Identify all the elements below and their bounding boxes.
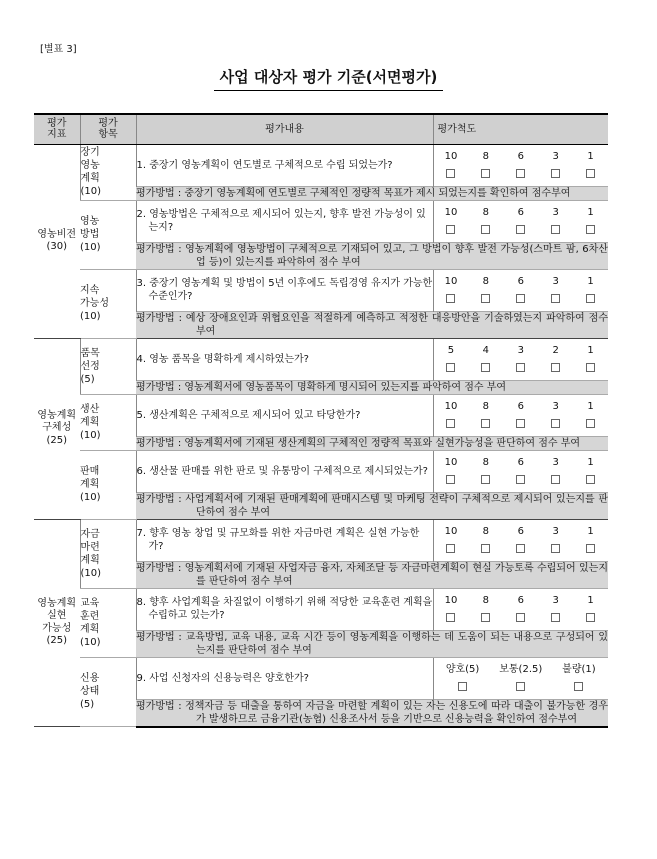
header-scale: 평가척도 xyxy=(433,114,608,144)
question-cell xyxy=(136,450,433,492)
rating-scale xyxy=(434,150,609,181)
method-text: 평가방법 : 사업계획서에 기재된 판매계획에 판매시스템 및 마케팅 전략이 구체적으로 제시되어 있는지를 판단하여 점수 부여 xyxy=(136,493,608,518)
rating-option xyxy=(503,206,538,237)
rating-scale xyxy=(434,275,609,306)
question-row xyxy=(34,519,608,561)
rating-scale xyxy=(434,206,609,237)
score-checkbox[interactable] xyxy=(516,419,525,428)
method-text: 평가방법 : 영농계획에 영농방법이 구체적으로 기재되어 있고, 그 방법이 향후 발전 가능성(스마트 팜, 6차산업 등)이 있는지를 파악하여 점수 부여 xyxy=(136,243,608,268)
method-cell xyxy=(136,630,608,657)
annex-label: [별표 3] xyxy=(40,44,77,55)
score-value: 6 xyxy=(517,525,524,537)
method-text: 평가방법 : 영농계획서에 기재된 생산계획의 구체적인 정량적 목표와 실현가능성을 판단하여 점수 부여 xyxy=(136,437,581,449)
score-checkbox[interactable] xyxy=(446,613,455,622)
question-row xyxy=(34,450,608,492)
rating-option xyxy=(538,594,573,625)
rating-cell xyxy=(433,338,608,380)
rating-option xyxy=(573,594,608,625)
question-cell xyxy=(136,657,433,699)
method-text: 평가방법 : 영농계획서에 기재된 사업자금 융자, 자체조달 등 자금마련계획이 현실 가능토록 수립되어 있는지를 판단하여 점수 부여 xyxy=(136,562,608,587)
score-checkbox[interactable] xyxy=(551,225,560,234)
rating-option xyxy=(503,456,538,487)
rating-option xyxy=(538,525,573,556)
score-checkbox[interactable] xyxy=(574,682,583,691)
score-value: 6 xyxy=(517,275,524,287)
score-value: 양호(5) xyxy=(445,663,480,675)
question-text: 6. 생산물 판매를 위한 판로 및 유통망이 구체적으로 제시되었는가? xyxy=(136,465,428,477)
rating-option xyxy=(538,456,573,487)
rating-option xyxy=(468,275,503,306)
item-label: 장기 영농 계획 (10) xyxy=(80,147,102,197)
question-text: 1. 중장기 영농계획이 연도별로 구체적으로 수립 되었는가? xyxy=(136,159,393,171)
rating-option xyxy=(538,400,573,431)
item-label: 판매 계획 (10) xyxy=(80,466,101,503)
item-cell xyxy=(80,338,136,394)
header-item: 평가 항목 xyxy=(80,114,136,144)
score-checkbox[interactable] xyxy=(586,475,595,484)
question-cell xyxy=(136,269,433,311)
rating-option xyxy=(468,206,503,237)
rating-option xyxy=(434,206,469,237)
question-row xyxy=(34,200,608,242)
rating-option xyxy=(503,525,538,556)
score-checkbox[interactable] xyxy=(446,419,455,428)
score-value: 3 xyxy=(552,400,559,412)
question-cell xyxy=(136,588,433,630)
rating-scale xyxy=(434,344,609,375)
score-value: 1 xyxy=(587,400,594,412)
score-checkbox[interactable] xyxy=(516,225,525,234)
score-checkbox[interactable] xyxy=(586,544,595,553)
score-value: 3 xyxy=(552,456,559,468)
score-value: 3 xyxy=(517,344,524,356)
score-value: 3 xyxy=(552,525,559,537)
method-cell xyxy=(136,311,608,338)
score-value: 4 xyxy=(482,344,490,356)
question-text: 3. 중장기 영농계획 및 방법이 5년 이후에도 독립경영 유지가 가능한 수준인가? xyxy=(136,278,433,302)
rating-scale xyxy=(434,400,609,431)
score-checkbox[interactable] xyxy=(446,363,455,372)
score-value: 10 xyxy=(444,594,458,606)
category-label: 영농계획 구체성 (25) xyxy=(37,409,77,446)
rating-option xyxy=(573,525,608,556)
question-row xyxy=(34,394,608,436)
rating-option xyxy=(492,663,550,694)
method-text: 평가방법 : 중장기 영농계획에 연도별로 구체적인 정량적 목표가 제시 되었는지를 확인하여 점수부여 xyxy=(136,187,571,199)
score-checkbox[interactable] xyxy=(516,613,525,622)
item-label: 생산 계획 (10) xyxy=(80,403,101,441)
score-value: 6 xyxy=(517,594,524,606)
score-checkbox[interactable] xyxy=(446,294,455,303)
item-label: 신용 상태 (5) xyxy=(80,673,100,711)
score-value: 3 xyxy=(552,206,559,218)
score-checkbox[interactable] xyxy=(551,363,560,372)
rating-option xyxy=(503,400,538,431)
question-text: 4. 영농 품목을 명확하게 제시하였는가? xyxy=(136,353,309,365)
rating-option xyxy=(468,456,503,487)
score-value: 10 xyxy=(444,525,458,537)
rating-option xyxy=(573,344,608,375)
method-cell xyxy=(136,436,608,450)
rating-cell xyxy=(433,200,608,242)
score-value: 6 xyxy=(517,400,524,412)
method-cell xyxy=(136,699,608,727)
question-text: 7. 향후 영농 창업 및 규모화를 위한 자금마련 계획은 실현 가능한가? xyxy=(136,528,420,552)
score-checkbox[interactable] xyxy=(481,169,490,178)
score-value: 6 xyxy=(517,456,524,468)
question-cell xyxy=(136,394,433,436)
rating-option xyxy=(573,456,608,487)
rating-option xyxy=(468,594,503,625)
score-checkbox[interactable] xyxy=(586,419,595,428)
score-value: 2 xyxy=(552,344,559,356)
rating-option xyxy=(434,456,469,487)
evaluation-table xyxy=(34,113,608,728)
item-cell xyxy=(80,394,136,450)
rating-cell xyxy=(433,269,608,311)
method-text: 평가방법 : 영농계획서에 영농품목이 명확하게 명시되어 있는지를 파악하여 점수 부여 xyxy=(136,381,507,393)
item-label: 교육 훈련 계획 (10) xyxy=(80,597,101,648)
score-value: 1 xyxy=(587,594,594,606)
score-value: 10 xyxy=(444,206,458,218)
score-checkbox[interactable] xyxy=(551,419,560,428)
rating-option xyxy=(573,150,608,181)
item-cell xyxy=(80,657,136,727)
rating-scale xyxy=(434,663,609,694)
score-value: 6 xyxy=(517,206,524,218)
score-value: 6 xyxy=(517,150,524,162)
score-value: 보통(2.5) xyxy=(499,663,543,675)
table-body xyxy=(34,144,608,727)
score-checkbox[interactable] xyxy=(446,544,455,553)
rating-cell xyxy=(433,394,608,436)
rating-option xyxy=(434,150,469,181)
question-text: 8. 향후 사업계획을 차질없이 이행하기 위해 적당한 교육훈련 계획을 수립하고 있는가? xyxy=(136,597,433,621)
score-checkbox[interactable] xyxy=(516,544,525,553)
category-cell xyxy=(34,338,80,519)
rating-option xyxy=(434,594,469,625)
method-cell xyxy=(136,380,608,394)
score-checkbox[interactable] xyxy=(446,169,455,178)
question-row xyxy=(34,269,608,311)
score-checkbox[interactable] xyxy=(516,682,525,691)
question-text: 5. 생산계획은 구체적으로 제시되어 있고 타당한가? xyxy=(136,409,361,421)
score-value: 1 xyxy=(587,525,594,537)
score-checkbox[interactable] xyxy=(551,544,560,553)
item-label: 품목 선정 (5) xyxy=(80,347,100,385)
method-cell xyxy=(136,242,608,269)
rating-cell xyxy=(433,144,608,186)
score-checkbox[interactable] xyxy=(586,294,595,303)
score-checkbox[interactable] xyxy=(516,169,525,178)
page-title xyxy=(0,66,657,91)
category-label: 영농계획 실현 가능성 (25) xyxy=(37,597,77,647)
method-text: 평가방법 : 교육방법, 교육 내용, 교육 시간 등이 영농계획을 이행하는 데 도움이 되는 내용으로 구성되어 있는지를 판단하여 점수 부여 xyxy=(136,631,608,656)
method-cell xyxy=(136,561,608,588)
rating-cell xyxy=(433,519,608,561)
item-label: 지속 가능성 (10) xyxy=(80,285,109,322)
score-value: 10 xyxy=(444,456,458,468)
rating-scale xyxy=(434,456,609,487)
question-cell xyxy=(136,338,433,380)
score-checkbox[interactable] xyxy=(551,613,560,622)
score-value: 8 xyxy=(482,456,490,468)
rating-option xyxy=(434,344,469,375)
score-checkbox[interactable] xyxy=(481,363,490,372)
method-text: 평가방법 : 정책자금 등 대출을 통하여 자금을 마련할 계획이 있는 자는 신용도에 따라 대출이 불가능한 경우가 발생하므로 금융기관(농협) 신용조사서 등을 기반으로 신용능력을 확인하여 점수부여 xyxy=(136,700,608,725)
category-cell xyxy=(34,519,80,727)
item-cell xyxy=(80,450,136,519)
score-checkbox[interactable] xyxy=(481,475,490,484)
score-checkbox[interactable] xyxy=(481,419,490,428)
score-value: 10 xyxy=(444,275,458,287)
rating-cell xyxy=(433,657,608,699)
score-value: 1 xyxy=(587,150,594,162)
item-cell xyxy=(80,144,136,200)
rating-scale xyxy=(434,525,609,556)
rating-option xyxy=(434,663,492,694)
score-value: 1 xyxy=(587,344,594,356)
question-text: 9. 사업 신청자의 신용능력은 양호한가? xyxy=(136,672,309,684)
method-text: 평가방법 : 예상 장애요인과 위협요인을 적절하게 예측하고 적정한 대응방안을 기술하였는지 파악하여 점수 부여 xyxy=(136,312,608,337)
rating-option xyxy=(550,663,608,694)
score-checkbox[interactable] xyxy=(586,363,595,372)
score-checkbox[interactable] xyxy=(481,225,490,234)
method-cell xyxy=(136,186,608,200)
score-checkbox[interactable] xyxy=(516,363,525,372)
score-value: 10 xyxy=(444,150,458,162)
page-title-text: 사업 대상자 평가 기준(서면평가) xyxy=(214,66,444,91)
rating-scale xyxy=(434,594,609,625)
question-row xyxy=(34,657,608,699)
score-checkbox[interactable] xyxy=(458,682,467,691)
score-value: 8 xyxy=(482,400,490,412)
rating-option xyxy=(538,275,573,306)
score-value: 1 xyxy=(587,275,594,287)
rating-option xyxy=(503,275,538,306)
rating-option xyxy=(468,400,503,431)
score-value: 8 xyxy=(482,275,490,287)
score-value: 3 xyxy=(552,275,559,287)
rating-option xyxy=(434,275,469,306)
item-cell xyxy=(80,269,136,338)
category-cell xyxy=(34,144,80,338)
score-checkbox[interactable] xyxy=(551,169,560,178)
rating-option xyxy=(468,150,503,181)
rating-option xyxy=(538,150,573,181)
rating-option xyxy=(538,206,573,237)
score-checkbox[interactable] xyxy=(481,294,490,303)
item-label: 영농 방법 (10) xyxy=(80,216,101,253)
score-checkbox[interactable] xyxy=(551,475,560,484)
header-row xyxy=(34,114,608,144)
score-value: 3 xyxy=(552,594,559,606)
score-value: 1 xyxy=(587,456,594,468)
score-checkbox[interactable] xyxy=(516,294,525,303)
score-checkbox[interactable] xyxy=(586,225,595,234)
score-value: 8 xyxy=(482,150,490,162)
question-cell xyxy=(136,144,433,186)
item-cell xyxy=(80,519,136,588)
rating-cell xyxy=(433,450,608,492)
item-label: 자금 마련 계획 (10) xyxy=(80,528,102,579)
rating-option xyxy=(434,400,469,431)
score-value: 불량(1) xyxy=(562,663,596,675)
score-value: 10 xyxy=(444,400,458,412)
question-row xyxy=(34,588,608,630)
score-checkbox[interactable] xyxy=(481,613,490,622)
score-value: 3 xyxy=(552,150,559,162)
question-row xyxy=(34,144,608,186)
rating-option xyxy=(538,344,573,375)
header-content: 평가내용 xyxy=(136,114,433,144)
score-checkbox[interactable] xyxy=(516,475,525,484)
header-category: 평가 지표 xyxy=(34,114,80,144)
category-label: 영농비전 (30) xyxy=(37,228,77,252)
rating-option xyxy=(468,525,503,556)
rating-option xyxy=(503,150,538,181)
item-cell xyxy=(80,200,136,269)
item-cell xyxy=(80,588,136,657)
rating-cell xyxy=(433,588,608,630)
score-checkbox[interactable] xyxy=(446,475,455,484)
question-cell xyxy=(136,200,433,242)
rating-option xyxy=(573,206,608,237)
rating-option xyxy=(434,525,469,556)
score-value: 8 xyxy=(482,206,490,218)
question-cell xyxy=(136,519,433,561)
score-value: 5 xyxy=(447,344,455,356)
rating-option xyxy=(503,594,538,625)
score-value: 8 xyxy=(482,594,490,606)
score-checkbox[interactable] xyxy=(586,613,595,622)
rating-option xyxy=(503,344,538,375)
score-checkbox[interactable] xyxy=(551,294,560,303)
score-value: 1 xyxy=(587,206,594,218)
rating-option xyxy=(468,344,503,375)
question-text: 2. 영농방법은 구체적으로 제시되어 있는지, 향후 발전 가능성이 있는지? xyxy=(136,209,426,233)
score-checkbox[interactable] xyxy=(586,169,595,178)
score-value: 8 xyxy=(482,525,490,537)
score-checkbox[interactable] xyxy=(481,544,490,553)
rating-option xyxy=(573,275,608,306)
score-checkbox[interactable] xyxy=(446,225,455,234)
method-cell xyxy=(136,492,608,519)
question-row xyxy=(34,338,608,380)
rating-option xyxy=(573,400,608,431)
